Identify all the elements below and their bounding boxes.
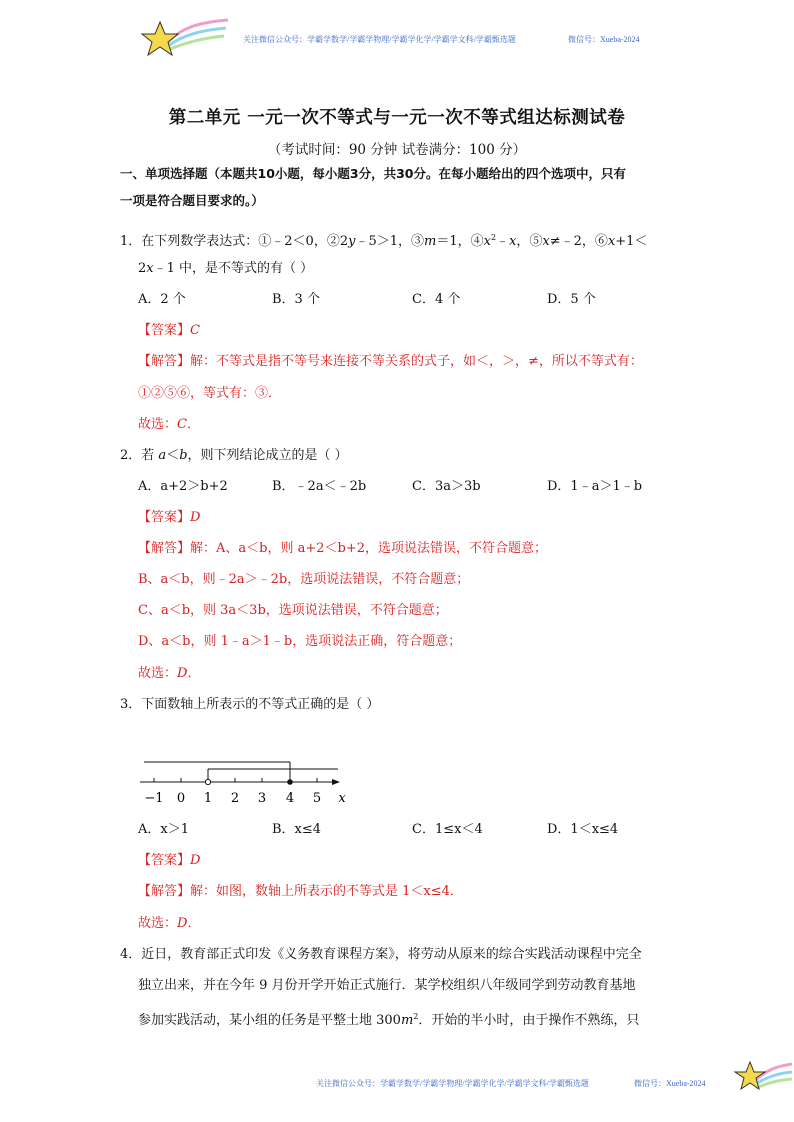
q4-line1: 4．近日，教育部正式印发《义务教育课程方案》，将劳动从原来的综合实践活动课程中完全 <box>120 947 642 962</box>
q2-analysis-c: C、a＜b，则 3a＜3b，选项说法错误，不符合题意； <box>138 603 448 618</box>
open-point-1 <box>205 779 210 784</box>
q2-option-d: D．1﹣a＞1﹣b <box>547 479 643 494</box>
q1-option-a: A．2 个 <box>138 292 186 307</box>
tick-label: 2 <box>230 791 240 806</box>
footer-wechat-id: 微信号：Xueba-2024 <box>634 1079 706 1088</box>
q1-option-d: D．5 个 <box>547 292 596 307</box>
q2-answer: 【答案】D <box>138 510 201 525</box>
axis-variable-label: x <box>338 791 346 806</box>
q2-analysis-d: D、a＜b，则 1﹣a＞1﹣b，选项说法正确，符合题意； <box>138 634 462 649</box>
q3-option-a: A．x＞1 <box>138 822 189 837</box>
q1-analysis-line2: ①②⑤⑥，等式有：③． <box>138 386 282 401</box>
tick-label: 1 <box>203 791 213 806</box>
q3-stem: 3．下面数轴上所表示的不等式正确的是（ ） <box>120 697 380 712</box>
q1-option-b: B．3 个 <box>272 292 320 307</box>
q4-line2: 独立出来，并在今年 9 月份开学开始正式施行．某学校组织八年级同学到劳动教育基地 <box>138 978 636 993</box>
tick-label: 5 <box>312 791 322 806</box>
q1-conclusion: 故选：C． <box>138 417 200 432</box>
page-title: 第二单元 一元一次不等式与一元一次不等式组达标测试卷 <box>168 108 626 128</box>
q1-stem-line2: 2x﹣1 中，是不等式的有（ ） <box>138 261 314 276</box>
q1-options <box>138 290 698 310</box>
q2-analysis-a: 【解答】解：A、a＜b，则 a+2＜b+2，选项说法错误，不符合题意； <box>138 541 548 556</box>
page-subtitle: （考试时间：90 分钟 试卷满分：100 分） <box>267 142 527 158</box>
header-text: 关注微信公众号：学霸学数学/学霸学物理/学霸学化学/学霸学文科/学霸甄选题 <box>243 35 516 44</box>
q3-answer: 【答案】D <box>138 853 201 868</box>
section-heading-line2: 一项是符合题目要求的。） <box>120 193 264 208</box>
tick-label: 0 <box>176 791 186 806</box>
q4-line3: 参加实践活动，某小组的任务是平整土地 $300m^2$．开始的半小时，由于操作不熟练，只 <box>138 1012 640 1028</box>
footer-text: 关注微信公众号：学霸学数学/学霸学物理/学霸学化学/学霸学文科/学霸甄选题 <box>316 1079 589 1088</box>
q1-stem-line1: 1．在下列数学表达式：①﹣2＜0，②2y﹣5＞1，③m＝1，$④x^2﹣x$，⑤x≠﹣2，⑥x+1＜ <box>120 233 648 249</box>
q2-analysis-b: B、a＜b，则﹣2a＞﹣2b，选项说法错误，不符合题意； <box>138 572 470 587</box>
q2-stem: 2．若 a＜b，则下列结论成立的是（ ） <box>120 448 348 463</box>
shooting-star-logo-bottom <box>732 1058 792 1098</box>
header-wechat-id: 微信号：Xueba-2024 <box>568 35 640 44</box>
tick-label: 4 <box>285 791 295 806</box>
q2-conclusion: 故选：D． <box>138 666 201 681</box>
tick-label: 3 <box>257 791 267 806</box>
q2-options <box>138 477 698 497</box>
q3-options <box>138 820 698 840</box>
q3-option-b: B．x≤4 <box>272 822 322 837</box>
shooting-star-logo-top <box>138 16 230 62</box>
q1-answer: 【答案】C <box>138 323 200 338</box>
closed-point-4 <box>287 779 293 785</box>
q1-option-c: C．4 个 <box>412 292 461 307</box>
section-heading-line1: 一、单项选择题（本题共10小题，每小题3分，共30分。在每小题给出的四个选项中，只有 <box>120 166 626 181</box>
tick-label: −1 <box>144 791 164 806</box>
q2-option-c: C．3a＞3b <box>412 479 481 494</box>
axis-arrow <box>332 779 340 785</box>
q3-analysis: 【解答】解：如图，数轴上所表示的不等式是 1＜x≤4． <box>138 884 463 899</box>
q1-analysis-line1: 【解答】解：不等式是指不等号来连接不等关系的式子，如＜，＞，≠，所以不等式有： <box>138 354 643 369</box>
number-line-figure <box>134 752 364 808</box>
q3-conclusion: 故选：D． <box>138 916 201 931</box>
q3-option-c: C．1≤x＜4 <box>412 822 483 837</box>
q2-option-b: B．﹣2a＜﹣2b <box>272 479 367 494</box>
q2-option-a: A．a+2＞b+2 <box>138 479 228 494</box>
q3-option-d: D．1＜x≤4 <box>547 822 619 837</box>
